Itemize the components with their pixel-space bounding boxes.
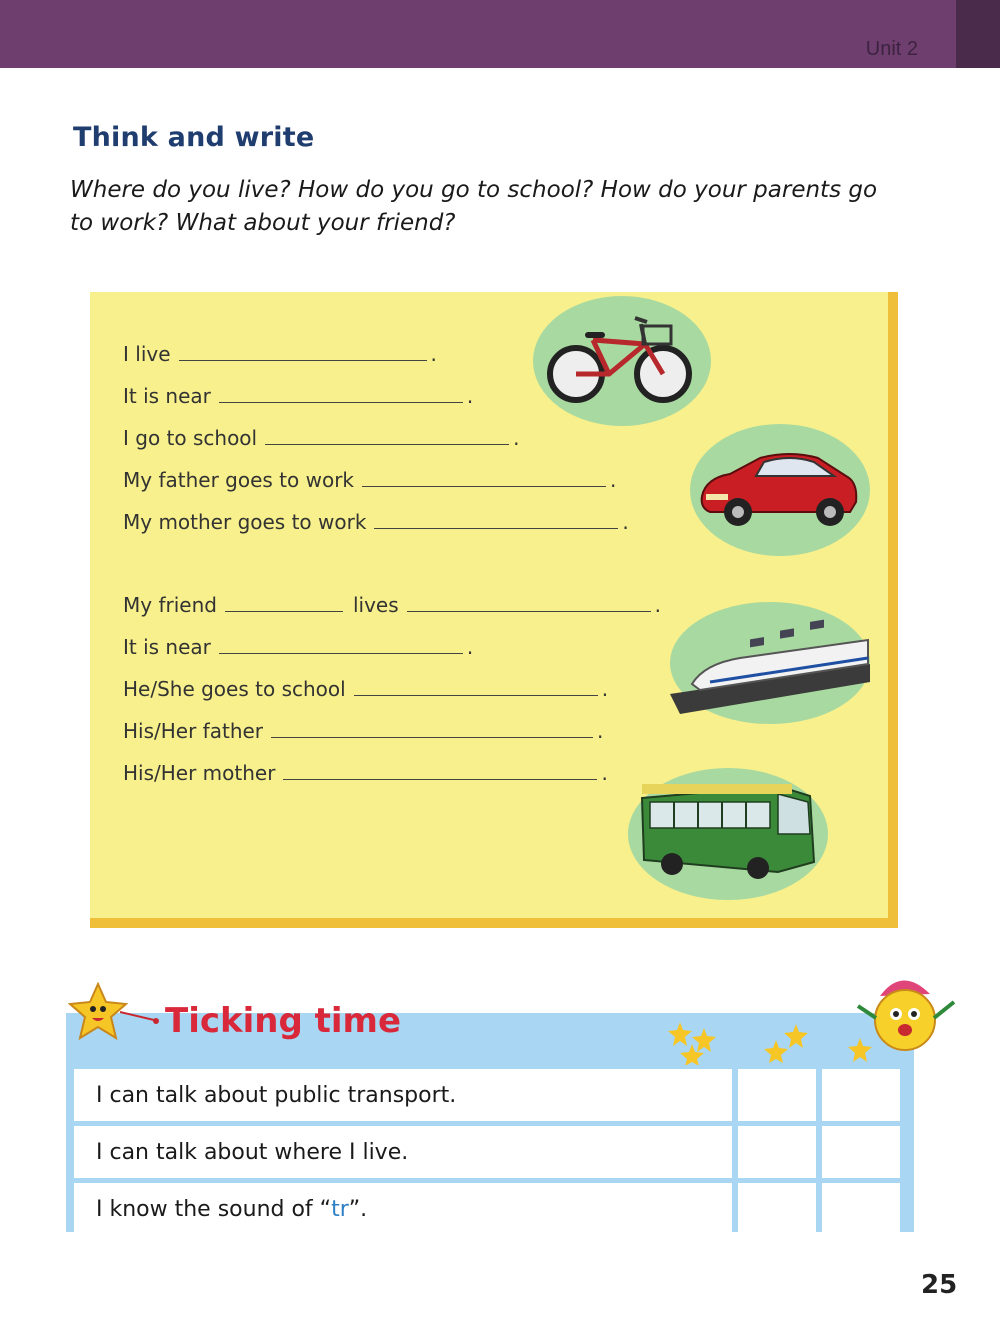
ticking-table: [66, 1065, 914, 1232]
stars-icon: [664, 1018, 874, 1070]
sound-highlight: tr: [331, 1196, 349, 1222]
answer-blank[interactable]: [225, 593, 343, 612]
car-picture: [690, 424, 870, 556]
train-icon: [670, 602, 870, 724]
tick-box[interactable]: [822, 1183, 900, 1235]
writing-line: [123, 593, 661, 617]
unit-label: Unit 2: [865, 38, 918, 60]
answer-blank[interactable]: [283, 761, 597, 780]
line-end: .: [601, 677, 609, 701]
writing-line: [123, 510, 629, 534]
line-label: It is near: [123, 635, 211, 659]
writing-line: [123, 426, 519, 450]
line-label: I go to school: [123, 426, 258, 450]
bicycle-picture: [533, 296, 711, 426]
writing-line: [123, 761, 608, 785]
monster-mascot-icon: [852, 966, 960, 1066]
section-prompt: Where do you live? How do you go to school? How do your parents go to work? What about your friend?: [70, 177, 878, 236]
header-cap: [956, 0, 1000, 68]
line-label: My father goes to work: [123, 468, 354, 492]
writing-line: [123, 384, 473, 408]
ticking-statement: I can talk about where I live.: [74, 1126, 732, 1178]
answer-blank[interactable]: [179, 342, 427, 361]
car-icon: [690, 424, 870, 556]
line-middle: lives: [352, 593, 399, 617]
writing-line: [123, 468, 616, 492]
answer-blank[interactable]: [374, 510, 618, 529]
tick-box[interactable]: [738, 1126, 816, 1178]
train-picture: [670, 602, 870, 724]
answer-blank[interactable]: [219, 635, 463, 654]
star-mascot-icon: [68, 982, 164, 1048]
writing-line: [123, 719, 603, 743]
tick-box[interactable]: [822, 1126, 900, 1178]
tick-box[interactable]: [738, 1183, 816, 1235]
answer-blank[interactable]: [271, 719, 593, 738]
bicycle-icon: [533, 296, 711, 426]
line-end: .: [430, 342, 437, 366]
ticking-row: [74, 1126, 906, 1178]
answer-blank[interactable]: [219, 384, 463, 403]
line-label: My friend: [123, 593, 217, 617]
ticking-row: [74, 1183, 906, 1235]
tick-box[interactable]: [738, 1069, 816, 1121]
tick-box[interactable]: [822, 1069, 900, 1121]
line-end: .: [513, 426, 520, 450]
writing-line: [123, 635, 473, 659]
line-label: His/Her mother: [123, 761, 276, 785]
answer-blank[interactable]: [354, 677, 598, 696]
line-end: .: [466, 635, 474, 659]
line-label: It is near: [123, 384, 211, 408]
line-end: .: [622, 510, 629, 534]
answer-blank[interactable]: [265, 426, 509, 445]
line-end: .: [654, 593, 661, 617]
line-end: .: [466, 384, 474, 408]
ticking-title: Ticking time: [165, 1001, 402, 1041]
answer-blank[interactable]: [362, 468, 606, 487]
line-end: .: [601, 761, 608, 785]
ticking-statement: [74, 1183, 732, 1235]
writing-line: [123, 342, 437, 366]
page-number: 25: [921, 1270, 958, 1300]
header-band: [0, 0, 956, 68]
statement-text-end: ”.: [348, 1196, 368, 1222]
line-label: I live: [123, 342, 171, 366]
bus-icon: [628, 768, 828, 900]
writing-line: [123, 677, 608, 701]
ticking-statement: I can talk about public transport.: [74, 1069, 732, 1121]
ticking-row: [74, 1069, 906, 1121]
answer-blank[interactable]: [407, 593, 651, 612]
line-label: He/She goes to school: [123, 677, 346, 701]
bus-picture: [628, 768, 828, 900]
statement-text: I know the sound of “: [96, 1196, 332, 1222]
line-label: His/Her father: [123, 719, 264, 743]
line-end: .: [610, 468, 617, 492]
section-title: Think and write: [73, 122, 315, 153]
line-label: My mother goes to work: [123, 510, 367, 534]
line-end: .: [597, 719, 604, 743]
